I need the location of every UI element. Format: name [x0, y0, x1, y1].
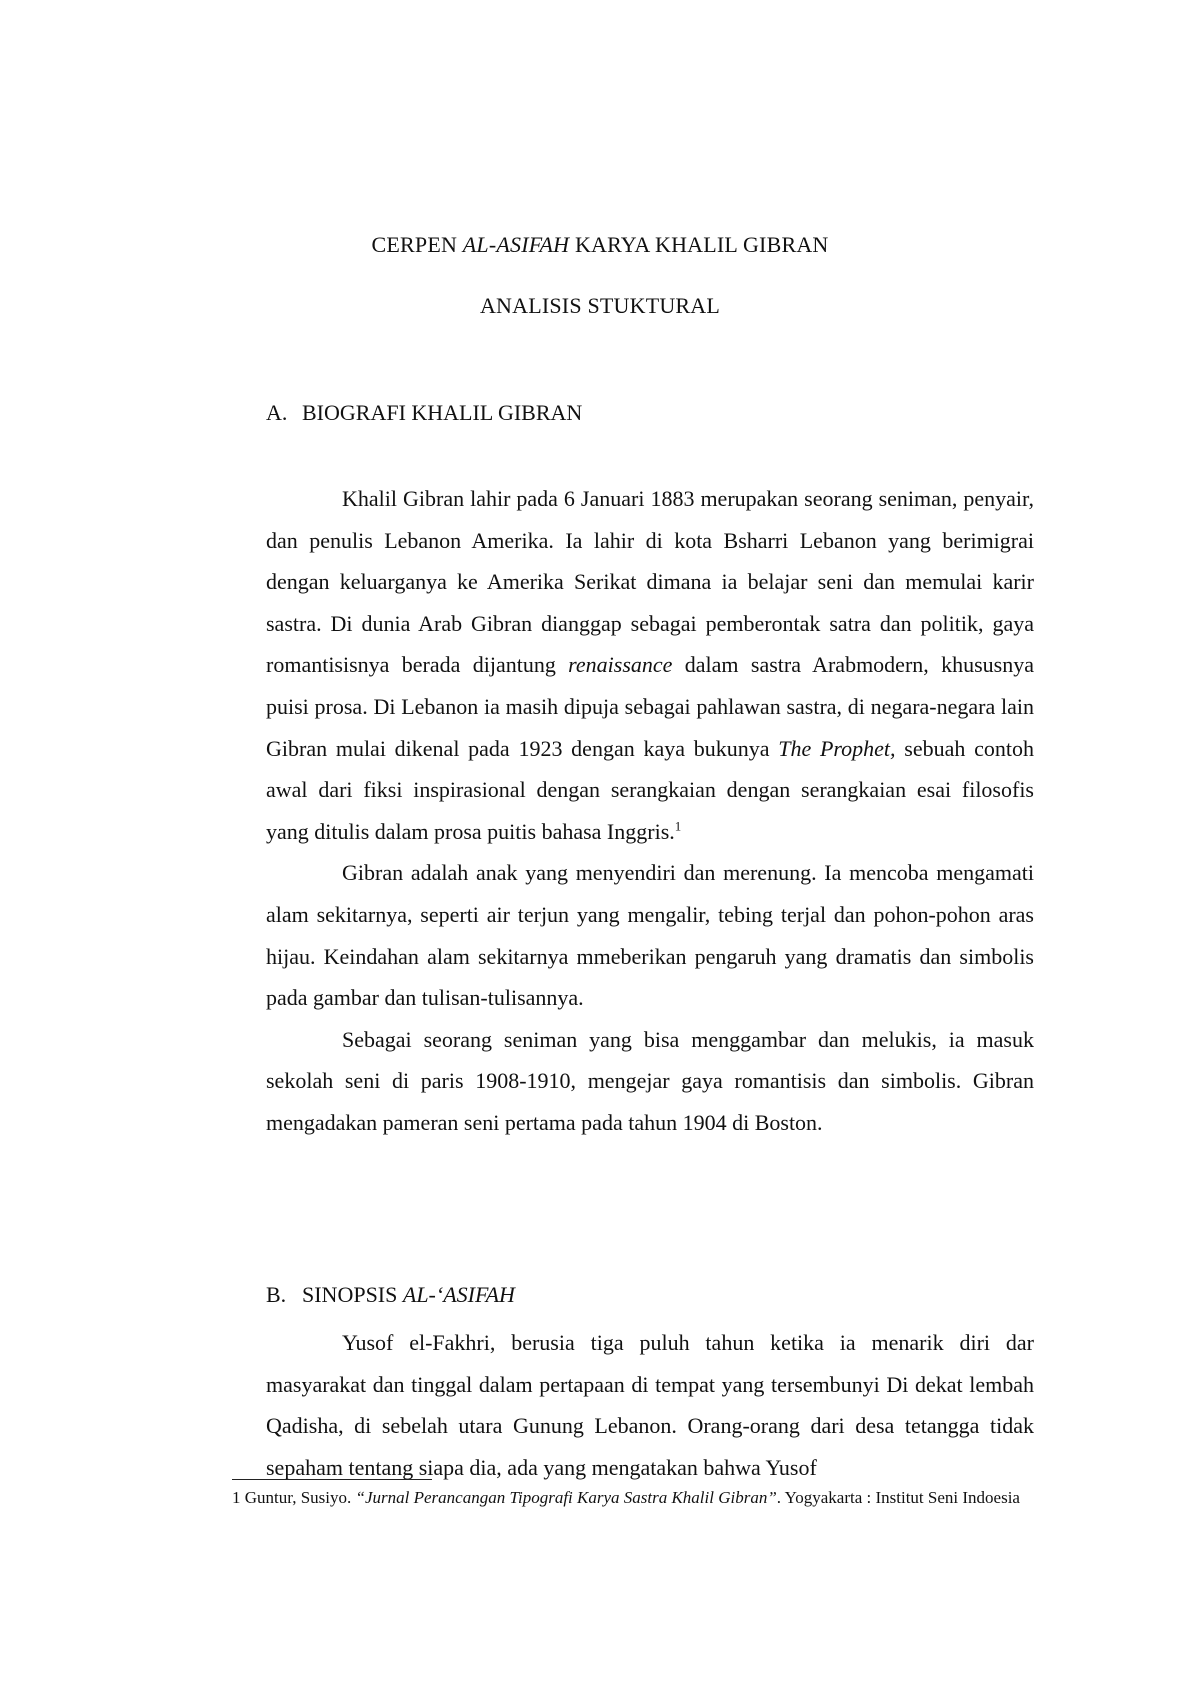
footnote: [232, 1486, 1032, 1510]
footnote-title: “Jurnal Perancangan Tipografi Karya Sastra Khalil Gibran”: [355, 1488, 777, 1507]
section-b-title-italic: AL-‘ASIFAH: [402, 1282, 515, 1307]
document-title: [0, 232, 1200, 258]
footnote-separator: [232, 1479, 432, 1480]
paragraph-text: Khalil Gibran lahir pada 6 Januari 1883 merupakan seorang seniman, penyair, dan penulis Lebanon Amerika. Ia lahir di kota Bsharri Lebanon yang berimigrai dengan keluarganya ke Amerika Serikat dimana ia belajar seni dan memulai karir sastra. Di dunia Arab Gibran dianggap sebagai pemberontak satra dan politik, gaya romantisisnya berada dijantung: [266, 486, 1034, 678]
section-a-paragraph-2: Gibran adalah anak yang menyendiri dan merenung. Ia mencoba mengamati alam sekitarnya, seperti air terjun yang mengalir, tebing terjal dan pohon-pohon aras hijau. Keindahan alam sekitarnya mmeberikan pengaruh yang dramatis dan simbolis pada gambar dan tulisan-tulisannya.: [266, 860, 1034, 1011]
section-b-heading: [266, 1282, 515, 1308]
section-b-letter: B.: [266, 1282, 287, 1307]
footnote-author: Guntur, Susiyo.: [240, 1488, 356, 1507]
section-b-title-prefix: SINOPSIS: [302, 1282, 403, 1307]
footnote-number: 1: [232, 1488, 241, 1507]
title-prefix: CERPEN: [371, 232, 463, 257]
paragraph-text: sebuah contoh awal dari fiksi inspirasional dengan serangkaian dengan serangkaian esai filosofis yang ditulis dalam prosa puitis bahasa Inggris.: [266, 735, 1034, 844]
footnote-publisher: . Yogyakarta : Institut Seni Indoesia: [776, 1488, 1020, 1507]
section-a-title: BIOGRAFI KHALIL GIBRAN: [302, 400, 583, 425]
paragraph-text: dalam sastra Arabmodern, khususnya puisi prosa. Di Lebanon ia masih dipuja sebagai pahlawan sastra, di negara-negara lain Gibran mulai dikenal pada 1923 dengan kaya bukunya: [266, 652, 1035, 761]
section-b-body: [266, 1322, 1034, 1488]
section-a-paragraph-1: [266, 478, 1034, 852]
section-a-letter: A.: [266, 400, 288, 425]
section-b-paragraph-1: Yusof el-Fakhri, berusia tiga puluh tahun ketika ia menarik diri dar masyarakat dan tinggal dalam pertapaan di tempat yang tersembunyi Di dekat lembah Qadisha, di sebelah utara Gunung Lebanon. Orang-orang dari desa tetangga tidak sepaham tentang siapa dia, ada yang mengatakan bahwa Yusof: [266, 1330, 1034, 1480]
footnote-reference[interactable]: 1: [674, 818, 682, 834]
document-subtitle: ANALISIS STUKTURAL: [479, 293, 721, 318]
italic-book-title: The Prophet,: [778, 735, 896, 761]
section-a-heading: [266, 400, 582, 426]
italic-term-renaissance: renaissance: [568, 652, 673, 678]
title-suffix: KARYA KHALIL GIBRAN: [569, 232, 829, 257]
section-a-paragraph-3: Sebagai seorang seniman yang bisa menggambar dan melukis, ia masuk sekolah seni di paris 1908-1910, mengejar gaya romantisis dan simbolis. Gibran mengadakan pameran seni pertama pada tahun 1904 di Boston.: [266, 1026, 1034, 1135]
title-italic-work: AL-ASIFAH: [462, 232, 570, 257]
section-a-body: [266, 478, 1034, 1144]
